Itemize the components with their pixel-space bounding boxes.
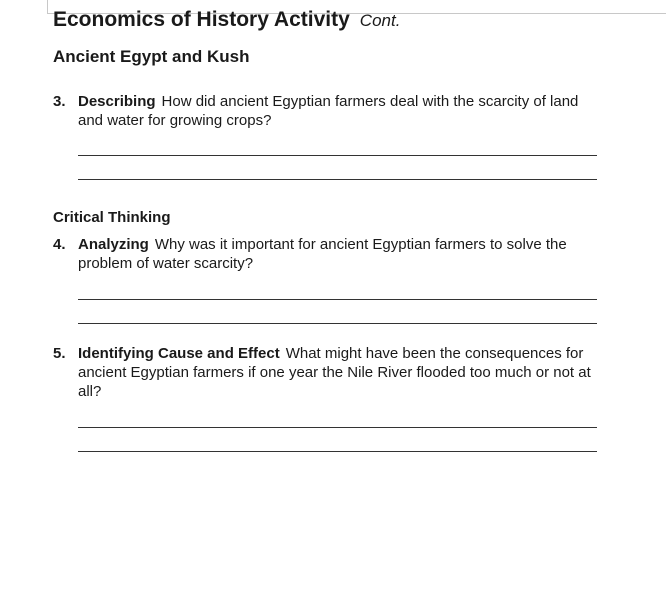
answer-line[interactable]	[78, 299, 597, 300]
answer-line[interactable]	[78, 155, 597, 156]
question-text-block	[78, 92, 603, 130]
question-prompt: Why was it important for ancient Egyptian farmers to solve the problem of water scarcity?	[78, 236, 567, 272]
question-5	[53, 344, 603, 401]
page-title: Economics of History Activity	[53, 8, 350, 31]
answer-line[interactable]	[78, 323, 597, 324]
question-text-block	[78, 235, 603, 273]
question-skill: Identifying Cause and Effect	[78, 345, 280, 362]
question-prompt: How did ancient Egyptian farmers deal with the scarcity of land and water for growing crops?	[78, 93, 579, 129]
answer-line[interactable]	[78, 451, 597, 452]
question-number: 5.	[53, 345, 66, 362]
critical-thinking-heading: Critical Thinking	[53, 209, 171, 226]
question-prompt: What might have been the consequences for ancient Egyptian farmers if one year the Nile River flooded too much or not at all?	[78, 345, 591, 400]
question-3	[53, 92, 603, 130]
title-row	[53, 8, 400, 32]
section-title: Ancient Egypt and Kush	[53, 47, 250, 66]
answer-line[interactable]	[78, 427, 597, 428]
question-skill: Analyzing	[78, 236, 149, 253]
answer-line[interactable]	[78, 179, 597, 180]
question-number: 4.	[53, 236, 66, 253]
question-number: 3.	[53, 93, 66, 110]
title-cont-label: Cont.	[359, 11, 401, 30]
question-4	[53, 235, 603, 273]
question-text-block	[78, 344, 603, 401]
question-skill: Describing	[78, 93, 156, 110]
